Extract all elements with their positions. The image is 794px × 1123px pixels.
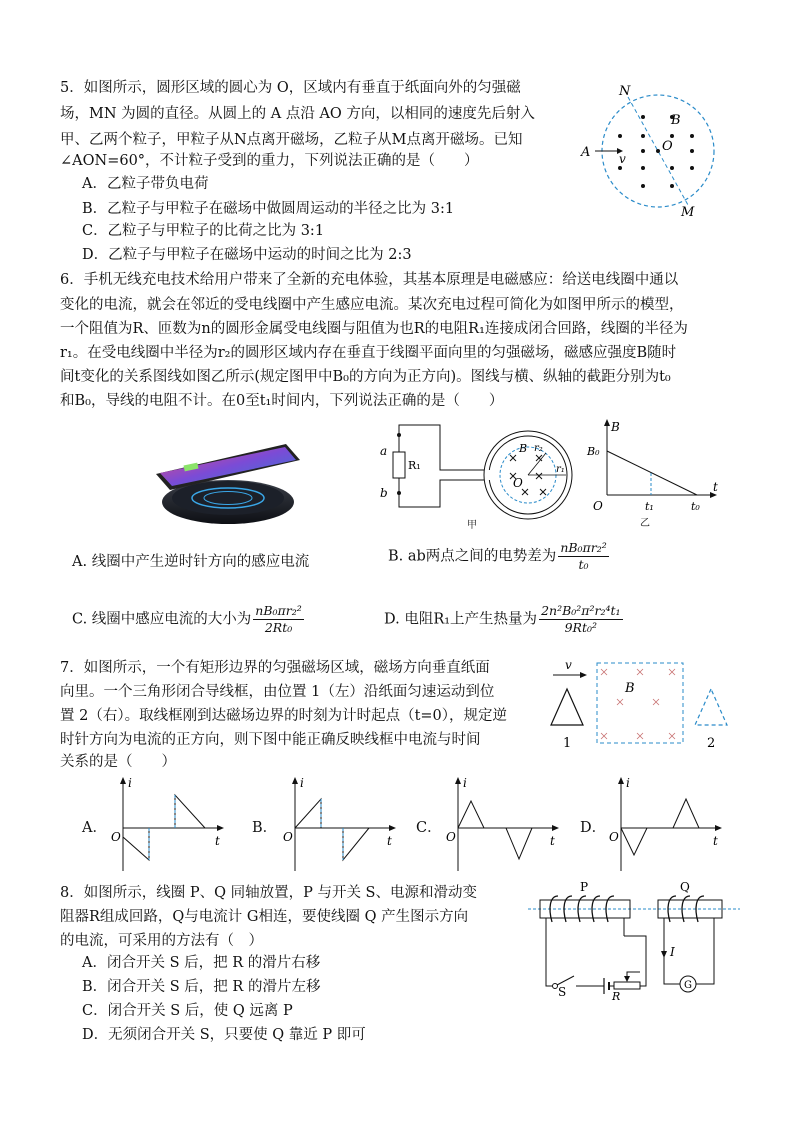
q7-line-2: 向里。一个三角形闭合导线框，由位置 1（左）沿纸面匀速运动到位 <box>60 684 495 700</box>
q6-line-1: 6．手机无线充电技术给用户带来了全新的充电体验，其基本原理是电磁感应：给送电线圈中通以 <box>60 272 679 288</box>
q7-a-origin: O <box>111 830 121 844</box>
q5-label-m: M <box>681 205 695 220</box>
q6-graph-label-b0: B₀ <box>587 445 600 458</box>
q8-line-3: 的电流，可采用的方法有（ ） <box>60 933 263 949</box>
q7-b-axis-t: t <box>387 834 392 848</box>
q6-charger-photo <box>148 440 308 530</box>
q6-option-b-numerator: nB₀πr₂² <box>560 540 607 555</box>
q6-label-B: B <box>519 442 528 455</box>
q5-option-b[interactable]: B．乙粒子与甲粒子在磁场中做圆周运动的半径之比为 3:1 <box>82 201 455 217</box>
q7-c-origin: O <box>446 830 456 844</box>
q7-label-pos2: 2 <box>707 736 716 751</box>
q7-b-origin: O <box>283 830 293 844</box>
q5-figure-circle-field <box>575 80 725 220</box>
q6-option-c-denominator: 2Rt₀ <box>264 620 293 635</box>
q6-graph-origin: O <box>593 499 603 513</box>
q7-option-d-graph[interactable] <box>603 775 728 875</box>
q8-option-c[interactable]: C．闭合开关 S 后，使 Q 远离 P <box>82 1003 293 1019</box>
q6-option-d-numerator: 2n²B₀²π²r₂⁴t₁ <box>541 603 621 618</box>
q8-option-a[interactable]: A．闭合开关 S 后，把 R 的滑片右移 <box>82 955 321 971</box>
q6-label-r1: R₁ <box>408 459 421 472</box>
q5-label-a: A <box>581 145 591 160</box>
q6-option-b-denominator: t₀ <box>578 557 589 572</box>
q5-label-b: B <box>671 113 681 128</box>
q6-option-d-fraction <box>539 603 622 636</box>
q8-label-g: G <box>684 980 692 991</box>
q6-graph-label-t0: t₀ <box>691 500 700 513</box>
q8-option-b[interactable]: B．闭合开关 S 后，把 R 的滑片左移 <box>82 979 321 995</box>
q5-option-a[interactable]: A．乙粒子带负电荷 <box>82 176 209 192</box>
q7-option-d-label[interactable]: D． <box>580 820 607 836</box>
q6-line-4: r₁。在受电线圈中半径为r₂的圆形区域内存在垂直于线圈平面向里的匀强磁场，磁感应强度B随时 <box>60 345 677 361</box>
q6-label-a: a <box>380 444 388 458</box>
q5-option-c[interactable]: C．乙粒子与甲粒子的比荷之比为 3:1 <box>82 223 325 239</box>
q8-line-1: 8．如图所示，线圈 P、Q 同轴放置，P 与开关 S、电源和滑动变 <box>60 885 477 901</box>
q7-line-4: 时针方向为电流的正方向，则下图中能正确反映线框中电流与时间 <box>60 732 481 748</box>
q6-option-b-fraction <box>558 540 608 573</box>
q5-line-4: ∠AON=60°，不计粒子受到的重力，下列说法正确的是（ ） <box>60 153 479 169</box>
q7-d-origin: O <box>609 830 619 844</box>
q7-figure-field-frame <box>545 655 735 755</box>
q6-caption-yi: 乙 <box>640 518 650 529</box>
q7-c-axis-t: t <box>550 834 555 848</box>
q7-label-pos1: 1 <box>563 736 572 751</box>
q6-graph-axis-b: B <box>611 420 620 434</box>
q7-a-axis-i: i <box>128 776 132 790</box>
q7-option-b-graph[interactable] <box>277 775 402 875</box>
q6-option-d-denominator: 9Rt₀² <box>564 620 598 635</box>
q6-label-b: b <box>380 486 388 500</box>
q7-option-a-graph[interactable] <box>105 775 230 875</box>
q6-label-r1-radius: r₁ <box>556 464 565 475</box>
q6-option-c[interactable] <box>72 603 304 636</box>
q5-line-1: 5．如图所示，圆形区域的圆心为 O，区域内有垂直于纸面向外的匀强磁 <box>60 80 521 96</box>
q7-option-c-graph[interactable] <box>440 775 565 875</box>
q6-label-o: O <box>513 476 523 490</box>
q6-option-a[interactable]: A. 线圈中产生逆时针方向的感应电流 <box>72 554 310 570</box>
q6-graph-label-t1: t₁ <box>645 500 654 513</box>
q7-label-v: v <box>565 658 572 672</box>
q6-option-d-text: D. 电阻R₁上产生热量为 <box>384 611 538 628</box>
q7-d-axis-i: i <box>626 776 630 790</box>
q8-option-d[interactable]: D．无须闭合开关 S，只要使 Q 靠近 P 即可 <box>82 1027 366 1043</box>
q5-label-o: O <box>662 139 673 154</box>
q7-line-3: 置 2（右）。取线框刚到达磁场边界的时刻为计时起点（t=0），规定逆 <box>60 708 508 724</box>
q5-label-v: v <box>619 152 626 166</box>
q6-option-c-numerator: nB₀πr₂² <box>255 603 302 618</box>
q6-option-d[interactable] <box>384 603 623 636</box>
q8-label-r: R <box>612 990 621 1000</box>
q6-label-r2: r₂ <box>534 443 543 454</box>
q7-a-axis-t: t <box>215 834 220 848</box>
q6-option-c-text: C. 线圈中感应电流的大小为 <box>72 611 252 628</box>
q5-line-2: 场，MN 为圆的直径。从圆上的 A 点沿 AO 方向，以相同的速度先后射入 <box>60 106 535 122</box>
q7-label-b: B <box>625 681 635 696</box>
q5-option-d[interactable]: D．乙粒子与甲粒子在磁场中运动的时间之比为 2:3 <box>82 247 412 263</box>
q6-figure-yi-bt-graph <box>585 415 725 520</box>
q6-option-b-text: B. ab两点之间的电势差为 <box>388 548 557 565</box>
q7-option-c-label[interactable]: C． <box>416 820 442 836</box>
q6-caption-jia: 甲 <box>467 520 477 531</box>
q5-label-n: N <box>619 84 631 99</box>
q6-line-2: 变化的电流，就会在邻近的受电线圈中产生感应电流。某次充电过程可简化为如图甲所示的模型， <box>60 297 684 313</box>
q6-graph-axis-t: t <box>713 480 718 494</box>
q6-line-3: 一个阻值为R、匝数为n的圆形金属受电线圈与阻值为也R的电阻R₁连接成闭合回路，线圈的半径为 <box>60 321 688 337</box>
q8-label-s: S <box>558 985 567 999</box>
q7-option-b-label[interactable]: B． <box>252 820 278 836</box>
q6-option-b[interactable] <box>388 540 609 573</box>
q6-line-6: 和B₀，导线的电阻不计。在0至t₁时间内，下列说法正确的是（ ） <box>60 393 504 409</box>
q8-line-2: 阻器R组成回路，Q与电流计 G相连，要使线圈 Q 产生图示方向 <box>60 909 469 925</box>
q8-label-q: Q <box>680 880 690 894</box>
q6-line-5: 间t变化的关系图线如图乙所示(规定图甲中B₀的方向为正方向)。图线与横、纵轴的截距分别为t₀ <box>60 369 671 385</box>
q8-label-i: I <box>670 945 675 959</box>
q7-option-a-label[interactable]: A． <box>82 820 107 836</box>
q7-line-1: 7．如图所示，一个有矩形边界的匀强磁场区域，磁场方向垂直纸面 <box>60 660 490 676</box>
q7-b-axis-i: i <box>300 776 304 790</box>
q8-label-p: P <box>580 880 589 894</box>
q7-line-5: 关系的是（ ） <box>60 754 176 770</box>
q7-c-axis-i: i <box>463 776 467 790</box>
q6-option-c-fraction <box>253 603 303 636</box>
q7-d-axis-t: t <box>713 834 718 848</box>
q6-figure-jia-circuit <box>370 415 590 530</box>
q5-line-3: 甲、乙两个粒子，甲粒子从N点离开磁场，乙粒子从M点离开磁场。已知 <box>60 132 523 148</box>
q8-figure-coils <box>528 878 740 1000</box>
